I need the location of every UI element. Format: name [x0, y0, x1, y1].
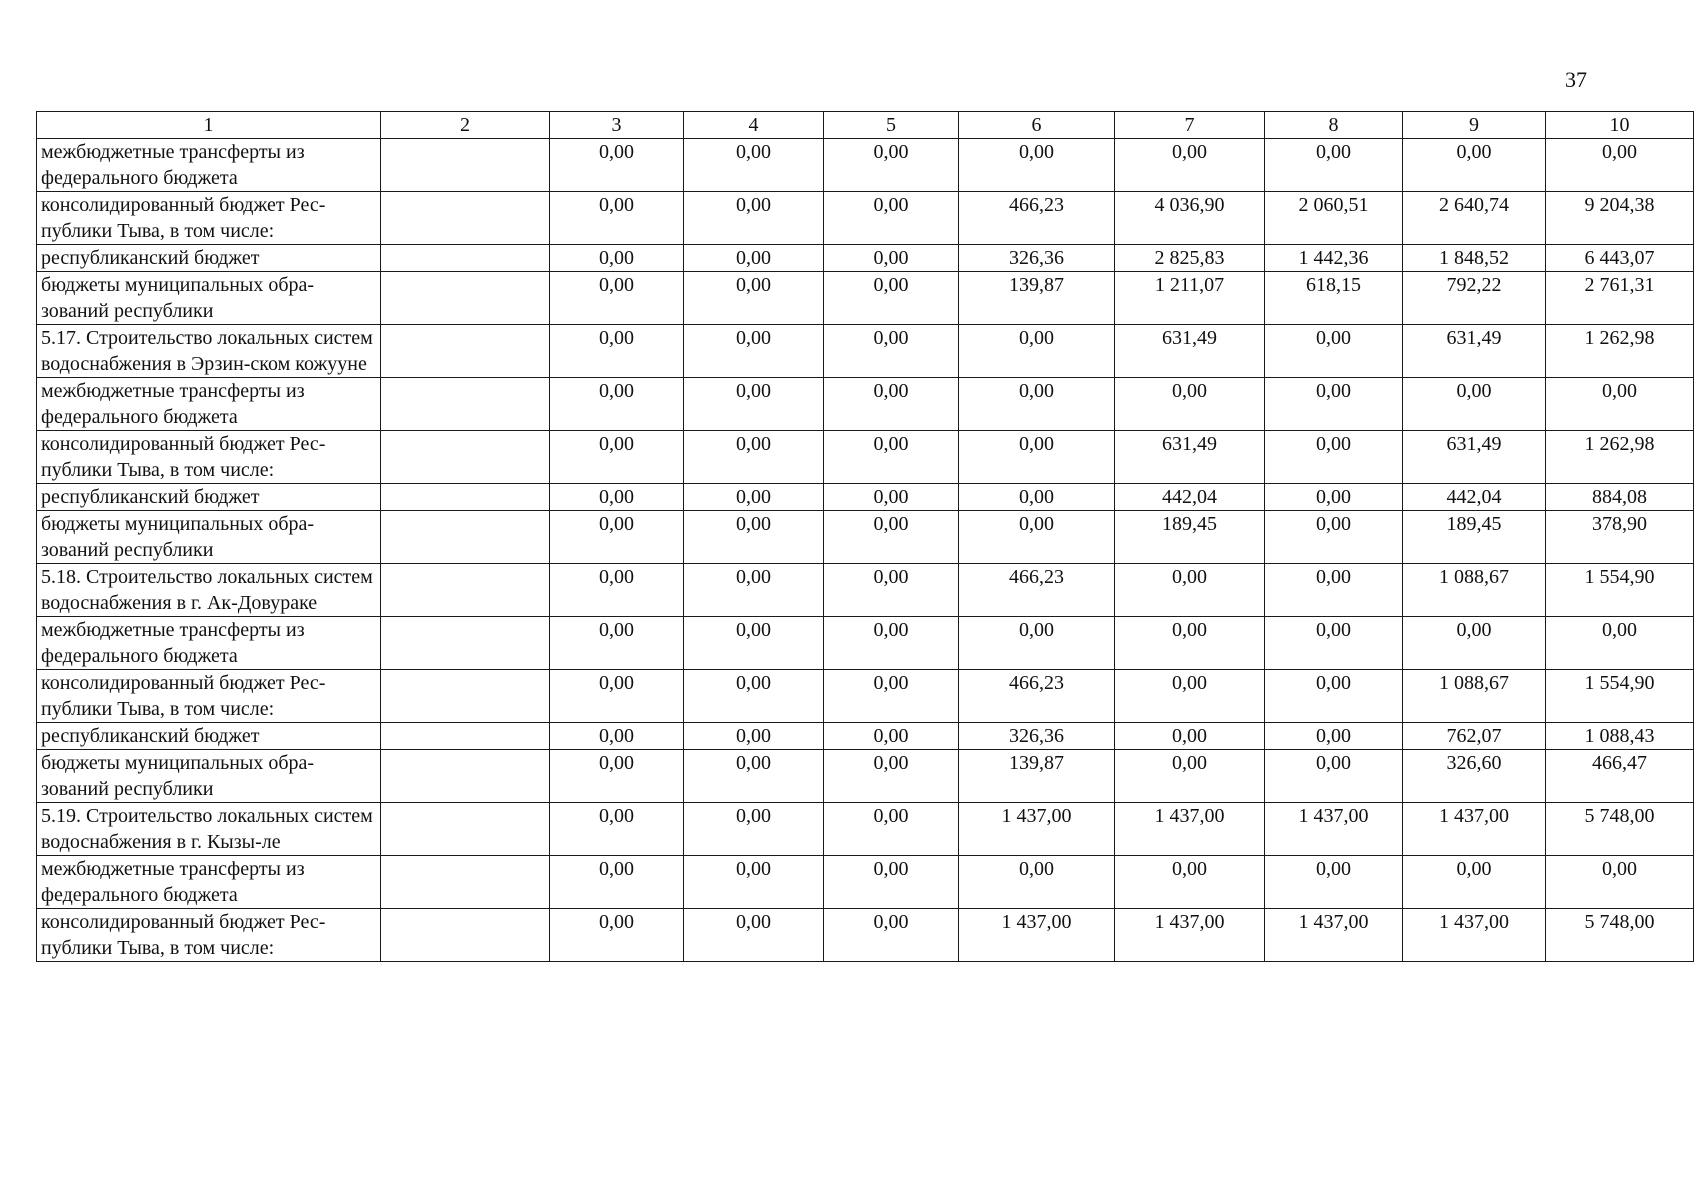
row-label: республиканский бюджет	[37, 723, 381, 750]
value-cell-col9: 442,04	[1403, 484, 1546, 511]
value-cell-col10: 466,47	[1546, 750, 1694, 803]
value-cell-col6: 466,23	[959, 670, 1115, 723]
row-col2-cell	[381, 272, 550, 325]
value-cell-col10: 9 204,38	[1546, 192, 1694, 245]
value-cell-col9: 1 088,67	[1403, 564, 1546, 617]
table-row	[37, 245, 1694, 272]
value-cell-col6: 0,00	[959, 511, 1115, 564]
table-row	[37, 670, 1694, 723]
value-cell-col8: 0,00	[1265, 617, 1403, 670]
table-row	[37, 378, 1694, 431]
row-col2-cell	[381, 750, 550, 803]
value-cell-col7: 0,00	[1115, 723, 1265, 750]
value-cell-col10: 1 554,90	[1546, 670, 1694, 723]
value-cell-col5: 0,00	[824, 803, 959, 856]
value-cell-col5: 0,00	[824, 511, 959, 564]
table-header	[37, 112, 1694, 139]
value-cell-col5: 0,00	[824, 139, 959, 192]
row-col2-cell	[381, 484, 550, 511]
value-cell-col4: 0,00	[684, 909, 824, 962]
row-label: бюджеты муниципальных обра-зований республики	[37, 272, 381, 325]
row-col2-cell	[381, 856, 550, 909]
value-cell-col10: 1 554,90	[1546, 564, 1694, 617]
value-cell-col3: 0,00	[550, 245, 684, 272]
row-label: межбюджетные трансферты из федерального бюджета	[37, 139, 381, 192]
value-cell-col4: 0,00	[684, 192, 824, 245]
value-cell-col3: 0,00	[550, 192, 684, 245]
row-label: консолидированный бюджет Рес-публики Тыва, в том числе:	[37, 192, 381, 245]
value-cell-col6: 1 437,00	[959, 803, 1115, 856]
table-row	[37, 564, 1694, 617]
value-cell-col3: 0,00	[550, 617, 684, 670]
value-cell-col3: 0,00	[550, 325, 684, 378]
row-col2-cell	[381, 909, 550, 962]
value-cell-col10: 0,00	[1546, 856, 1694, 909]
value-cell-col8: 0,00	[1265, 431, 1403, 484]
value-cell-col6: 326,36	[959, 245, 1115, 272]
value-cell-col8: 0,00	[1265, 723, 1403, 750]
value-cell-col6: 0,00	[959, 484, 1115, 511]
table-row	[37, 723, 1694, 750]
value-cell-col8: 0,00	[1265, 139, 1403, 192]
value-cell-col8: 0,00	[1265, 564, 1403, 617]
value-cell-col8: 0,00	[1265, 750, 1403, 803]
value-cell-col9: 1 437,00	[1403, 909, 1546, 962]
value-cell-col4: 0,00	[684, 723, 824, 750]
value-cell-col4: 0,00	[684, 856, 824, 909]
value-cell-col7: 0,00	[1115, 139, 1265, 192]
value-cell-col7: 1 437,00	[1115, 803, 1265, 856]
header-cell: 5	[824, 112, 959, 139]
value-cell-col9: 2 640,74	[1403, 192, 1546, 245]
row-label: республиканский бюджет	[37, 245, 381, 272]
row-label: 5.18. Строительство локальных систем водоснабжения в г. Ак-Довураке	[37, 564, 381, 617]
value-cell-col3: 0,00	[550, 484, 684, 511]
header-cell: 6	[959, 112, 1115, 139]
table-row	[37, 325, 1694, 378]
value-cell-col3: 0,00	[550, 750, 684, 803]
value-cell-col5: 0,00	[824, 325, 959, 378]
row-col2-cell	[381, 723, 550, 750]
row-label: республиканский бюджет	[37, 484, 381, 511]
row-label: бюджеты муниципальных обра-зований республики	[37, 750, 381, 803]
value-cell-col3: 0,00	[550, 803, 684, 856]
value-cell-col10: 0,00	[1546, 139, 1694, 192]
row-label: консолидированный бюджет Рес-публики Тыва, в том числе:	[37, 431, 381, 484]
value-cell-col10: 5 748,00	[1546, 803, 1694, 856]
row-col2-cell	[381, 803, 550, 856]
value-cell-col3: 0,00	[550, 272, 684, 325]
value-cell-col10: 378,90	[1546, 511, 1694, 564]
value-cell-col5: 0,00	[824, 192, 959, 245]
table-body	[37, 139, 1694, 962]
table-row	[37, 803, 1694, 856]
value-cell-col10: 0,00	[1546, 617, 1694, 670]
value-cell-col7: 1 211,07	[1115, 272, 1265, 325]
value-cell-col8: 2 060,51	[1265, 192, 1403, 245]
value-cell-col4: 0,00	[684, 750, 824, 803]
value-cell-col10: 884,08	[1546, 484, 1694, 511]
row-col2-cell	[381, 139, 550, 192]
value-cell-col9: 762,07	[1403, 723, 1546, 750]
value-cell-col8: 0,00	[1265, 325, 1403, 378]
value-cell-col9: 0,00	[1403, 856, 1546, 909]
budget-table	[36, 111, 1694, 962]
row-col2-cell	[381, 325, 550, 378]
value-cell-col4: 0,00	[684, 139, 824, 192]
value-cell-col3: 0,00	[550, 564, 684, 617]
table-row	[37, 484, 1694, 511]
value-cell-col4: 0,00	[684, 431, 824, 484]
value-cell-col3: 0,00	[550, 511, 684, 564]
row-col2-cell	[381, 670, 550, 723]
row-col2-cell	[381, 564, 550, 617]
value-cell-col3: 0,00	[550, 909, 684, 962]
value-cell-col8: 1 437,00	[1265, 909, 1403, 962]
value-cell-col4: 0,00	[684, 325, 824, 378]
value-cell-col7: 189,45	[1115, 511, 1265, 564]
value-cell-col6: 0,00	[959, 325, 1115, 378]
value-cell-col7: 442,04	[1115, 484, 1265, 511]
header-row	[37, 112, 1694, 139]
value-cell-col6: 466,23	[959, 564, 1115, 617]
value-cell-col7: 0,00	[1115, 564, 1265, 617]
value-cell-col6: 139,87	[959, 750, 1115, 803]
value-cell-col6: 0,00	[959, 378, 1115, 431]
value-cell-col10: 1 262,98	[1546, 431, 1694, 484]
row-label: 5.19. Строительство локальных систем водоснабжения в г. Кызы-ле	[37, 803, 381, 856]
value-cell-col8: 0,00	[1265, 670, 1403, 723]
value-cell-col5: 0,00	[824, 245, 959, 272]
table-row	[37, 511, 1694, 564]
header-cell: 10	[1546, 112, 1694, 139]
value-cell-col7: 631,49	[1115, 431, 1265, 484]
row-col2-cell	[381, 617, 550, 670]
value-cell-col3: 0,00	[550, 431, 684, 484]
header-cell: 7	[1115, 112, 1265, 139]
value-cell-col7: 0,00	[1115, 617, 1265, 670]
value-cell-col4: 0,00	[684, 803, 824, 856]
value-cell-col10: 1 262,98	[1546, 325, 1694, 378]
value-cell-col6: 466,23	[959, 192, 1115, 245]
row-col2-cell	[381, 245, 550, 272]
value-cell-col7: 0,00	[1115, 750, 1265, 803]
value-cell-col7: 2 825,83	[1115, 245, 1265, 272]
table-row	[37, 909, 1694, 962]
value-cell-col9: 189,45	[1403, 511, 1546, 564]
value-cell-col10: 6 443,07	[1546, 245, 1694, 272]
value-cell-col6: 1 437,00	[959, 909, 1115, 962]
value-cell-col8: 0,00	[1265, 856, 1403, 909]
value-cell-col7: 4 036,90	[1115, 192, 1265, 245]
row-label: консолидированный бюджет Рес-публики Тыва, в том числе:	[37, 909, 381, 962]
value-cell-col5: 0,00	[824, 617, 959, 670]
row-label: межбюджетные трансферты из федерального бюджета	[37, 617, 381, 670]
value-cell-col5: 0,00	[824, 272, 959, 325]
value-cell-col8: 0,00	[1265, 378, 1403, 431]
value-cell-col7: 0,00	[1115, 670, 1265, 723]
value-cell-col9: 1 848,52	[1403, 245, 1546, 272]
value-cell-col10: 1 088,43	[1546, 723, 1694, 750]
value-cell-col4: 0,00	[684, 564, 824, 617]
table-row	[37, 139, 1694, 192]
value-cell-col5: 0,00	[824, 750, 959, 803]
page-number: 37	[1565, 67, 1587, 92]
value-cell-col6: 326,36	[959, 723, 1115, 750]
row-label: 5.17. Строительство локальных систем водоснабжения в Эрзин-ском кожууне	[37, 325, 381, 378]
value-cell-col9: 0,00	[1403, 378, 1546, 431]
value-cell-col7: 1 437,00	[1115, 909, 1265, 962]
table-row	[37, 192, 1694, 245]
value-cell-col6: 0,00	[959, 139, 1115, 192]
table-row	[37, 617, 1694, 670]
value-cell-col9: 0,00	[1403, 139, 1546, 192]
row-col2-cell	[381, 511, 550, 564]
header-cell: 4	[684, 112, 824, 139]
value-cell-col5: 0,00	[824, 670, 959, 723]
row-label: межбюджетные трансферты из федерального бюджета	[37, 378, 381, 431]
value-cell-col6: 0,00	[959, 431, 1115, 484]
value-cell-col9: 631,49	[1403, 325, 1546, 378]
value-cell-col3: 0,00	[550, 378, 684, 431]
value-cell-col5: 0,00	[824, 378, 959, 431]
value-cell-col4: 0,00	[684, 272, 824, 325]
row-col2-cell	[381, 431, 550, 484]
table-row	[37, 272, 1694, 325]
row-label: консолидированный бюджет Рес-публики Тыва, в том числе:	[37, 670, 381, 723]
value-cell-col6: 0,00	[959, 856, 1115, 909]
value-cell-col8: 0,00	[1265, 484, 1403, 511]
row-label: межбюджетные трансферты из федерального бюджета	[37, 856, 381, 909]
row-col2-cell	[381, 378, 550, 431]
value-cell-col7: 631,49	[1115, 325, 1265, 378]
value-cell-col6: 0,00	[959, 617, 1115, 670]
row-label: бюджеты муниципальных обра-зований республики	[37, 511, 381, 564]
value-cell-col4: 0,00	[684, 617, 824, 670]
value-cell-col5: 0,00	[824, 564, 959, 617]
value-cell-col9: 792,22	[1403, 272, 1546, 325]
value-cell-col9: 1 088,67	[1403, 670, 1546, 723]
value-cell-col10: 2 761,31	[1546, 272, 1694, 325]
value-cell-col3: 0,00	[550, 723, 684, 750]
value-cell-col4: 0,00	[684, 484, 824, 511]
value-cell-col5: 0,00	[824, 723, 959, 750]
value-cell-col4: 0,00	[684, 511, 824, 564]
value-cell-col8: 1 442,36	[1265, 245, 1403, 272]
value-cell-col9: 0,00	[1403, 617, 1546, 670]
value-cell-col3: 0,00	[550, 139, 684, 192]
table-row	[37, 750, 1694, 803]
value-cell-col4: 0,00	[684, 378, 824, 431]
header-cell: 9	[1403, 112, 1546, 139]
value-cell-col4: 0,00	[684, 245, 824, 272]
header-cell: 2	[381, 112, 550, 139]
value-cell-col4: 0,00	[684, 670, 824, 723]
value-cell-col10: 0,00	[1546, 378, 1694, 431]
value-cell-col8: 618,15	[1265, 272, 1403, 325]
value-cell-col3: 0,00	[550, 670, 684, 723]
value-cell-col5: 0,00	[824, 431, 959, 484]
value-cell-col9: 326,60	[1403, 750, 1546, 803]
header-cell: 1	[37, 112, 381, 139]
value-cell-col10: 5 748,00	[1546, 909, 1694, 962]
table-row	[37, 856, 1694, 909]
value-cell-col5: 0,00	[824, 909, 959, 962]
value-cell-col5: 0,00	[824, 856, 959, 909]
table-row	[37, 431, 1694, 484]
value-cell-col7: 0,00	[1115, 856, 1265, 909]
value-cell-col3: 0,00	[550, 856, 684, 909]
value-cell-col7: 0,00	[1115, 378, 1265, 431]
value-cell-col8: 1 437,00	[1265, 803, 1403, 856]
header-cell: 3	[550, 112, 684, 139]
value-cell-col9: 631,49	[1403, 431, 1546, 484]
value-cell-col8: 0,00	[1265, 511, 1403, 564]
value-cell-col9: 1 437,00	[1403, 803, 1546, 856]
row-col2-cell	[381, 192, 550, 245]
header-cell: 8	[1265, 112, 1403, 139]
value-cell-col6: 139,87	[959, 272, 1115, 325]
value-cell-col5: 0,00	[824, 484, 959, 511]
